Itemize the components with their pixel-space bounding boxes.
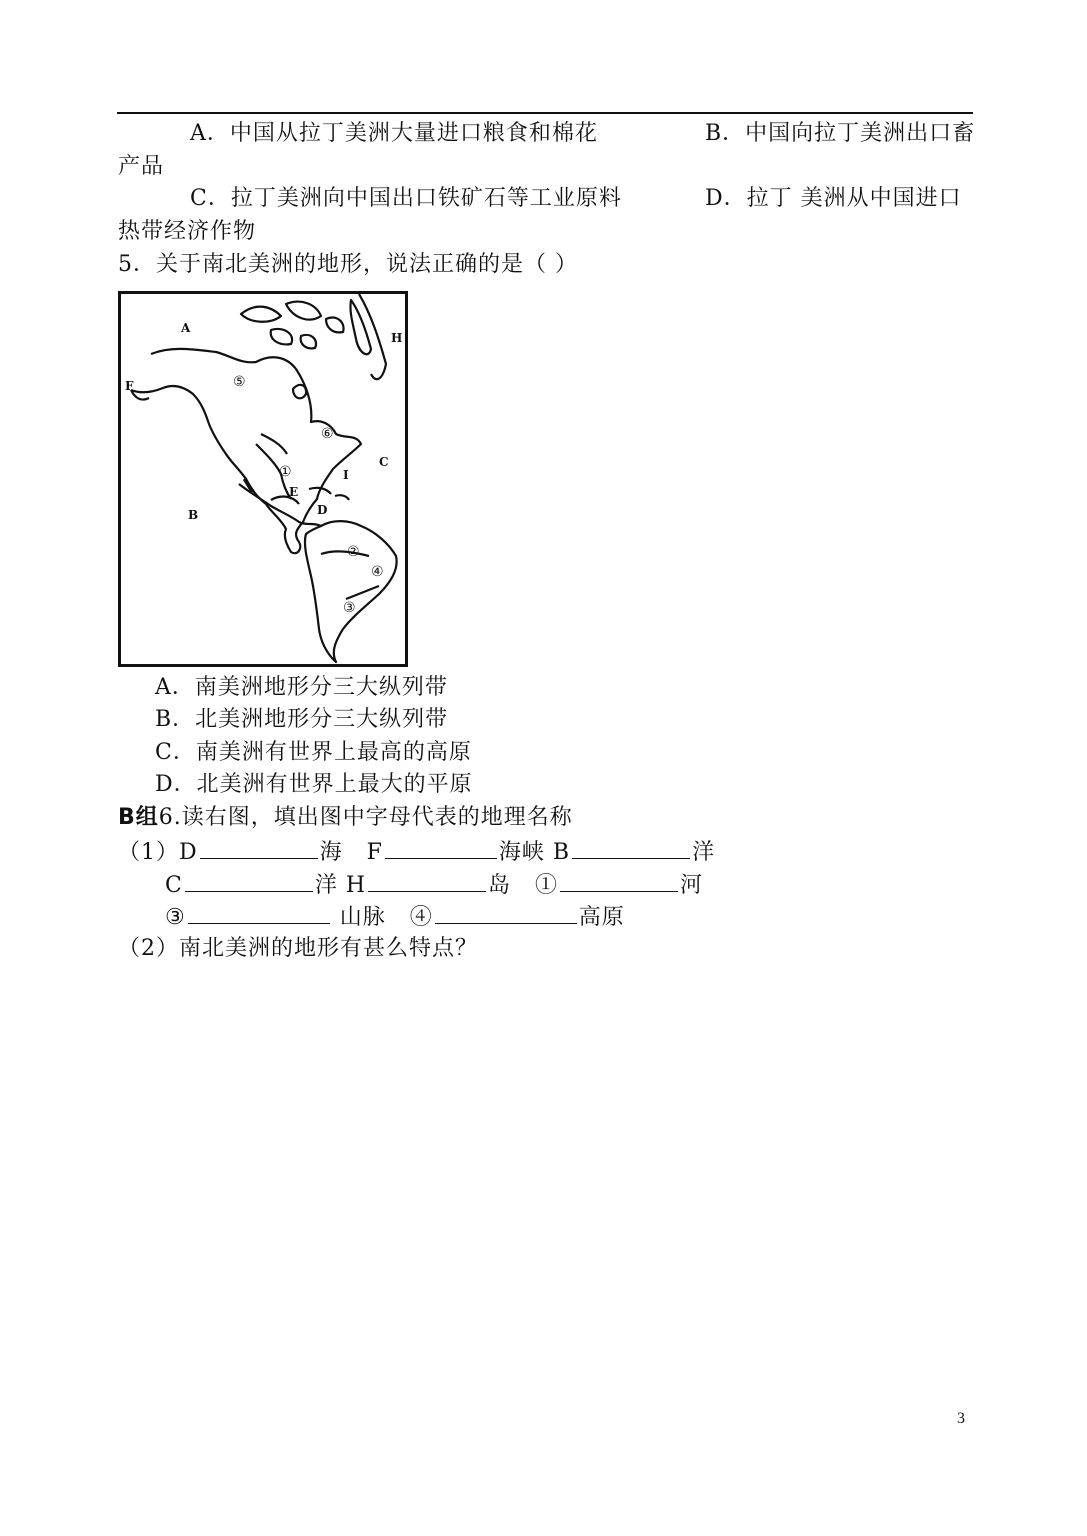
prefix-d: （1）D xyxy=(118,840,198,865)
suffix-river: 河 xyxy=(680,873,704,898)
map-label-b: B xyxy=(188,508,199,522)
q5-option-a: A．南美洲地形分三大纵列带 xyxy=(155,675,448,700)
q6-part2: （2）南北美洲的地形有甚么特点？ xyxy=(118,936,478,961)
group-label: B组 xyxy=(118,805,159,830)
q5-option-d: D．北美洲有世界上最大的平原 xyxy=(155,772,473,797)
blank-d-sea[interactable] xyxy=(200,836,318,859)
q4-option-c: C．拉丁美洲向中国出口铁矿石等工业原料 xyxy=(190,186,622,211)
map-outline xyxy=(121,294,405,664)
q6-line1 xyxy=(118,836,715,868)
suffix-ocean-h: 洋 H xyxy=(314,873,367,898)
map-label-4: ④ xyxy=(371,564,384,580)
map-label-1: ① xyxy=(279,464,292,480)
blank-c-ocean[interactable] xyxy=(185,869,313,892)
map-label-c: C xyxy=(379,455,389,469)
q4-option-a: A．中国从拉丁美洲大量进口粮食和棉花 xyxy=(190,121,598,146)
blank-1-river[interactable] xyxy=(560,869,678,892)
blank-3-mountains[interactable] xyxy=(188,901,330,924)
blank-4-plateau[interactable] xyxy=(435,901,577,924)
map-label-5: ⑤ xyxy=(233,374,246,390)
q6-line2 xyxy=(165,869,703,901)
q6-stem-line xyxy=(118,803,573,833)
prefix-4: ④ xyxy=(409,905,433,930)
page-number: 3 xyxy=(957,1410,965,1427)
map-label-i: I xyxy=(343,468,349,482)
map-label-e: E xyxy=(289,485,299,499)
americas-map xyxy=(118,291,408,667)
header-rule xyxy=(117,112,973,114)
prefix-1: ① xyxy=(535,873,559,898)
blank-b-ocean[interactable] xyxy=(572,836,690,859)
suffix-mountains: 山脉 xyxy=(339,905,386,930)
map-label-6: ⑥ xyxy=(321,426,334,442)
q5-option-b: B．北美洲地形分三大纵列带 xyxy=(155,707,449,732)
q6-stem: 6.读右图，填出图中字母代表的地理名称 xyxy=(158,805,573,830)
map-label-2: ② xyxy=(347,544,360,560)
map-label-f: F xyxy=(125,379,134,393)
q6-line3 xyxy=(165,901,625,933)
suffix-strait-b: 海峡 B xyxy=(498,840,571,865)
suffix-plateau: 高原 xyxy=(578,905,625,930)
suffix-ocean: 洋 xyxy=(692,840,716,865)
map-label-3: ③ xyxy=(343,600,356,616)
q4-option-d: D．拉丁 美洲从中国进口 xyxy=(705,186,962,211)
map-label-h: H xyxy=(391,331,403,345)
suffix-island: 岛 xyxy=(488,873,512,898)
prefix-f: F xyxy=(366,840,383,865)
blank-f-strait[interactable] xyxy=(385,836,497,859)
prefix-c: C xyxy=(165,873,183,898)
q5-option-c: C．南美洲有世界上最高的高原 xyxy=(155,740,472,765)
q4-option-b: B．中国向拉丁美洲出口畜 xyxy=(705,121,976,146)
suffix-sea: 海 xyxy=(319,840,343,865)
map-label-a: A xyxy=(181,321,191,335)
q4-option-b-cont: 产品 xyxy=(118,154,165,179)
blank-h-island[interactable] xyxy=(368,869,486,892)
q4-option-d-cont: 热带经济作物 xyxy=(118,219,257,244)
q5-stem: 5．关于南北美洲的地形，说法正确的是（ ） xyxy=(118,252,578,277)
map-label-d: D xyxy=(317,503,328,517)
prefix-3: ③ xyxy=(165,905,186,930)
